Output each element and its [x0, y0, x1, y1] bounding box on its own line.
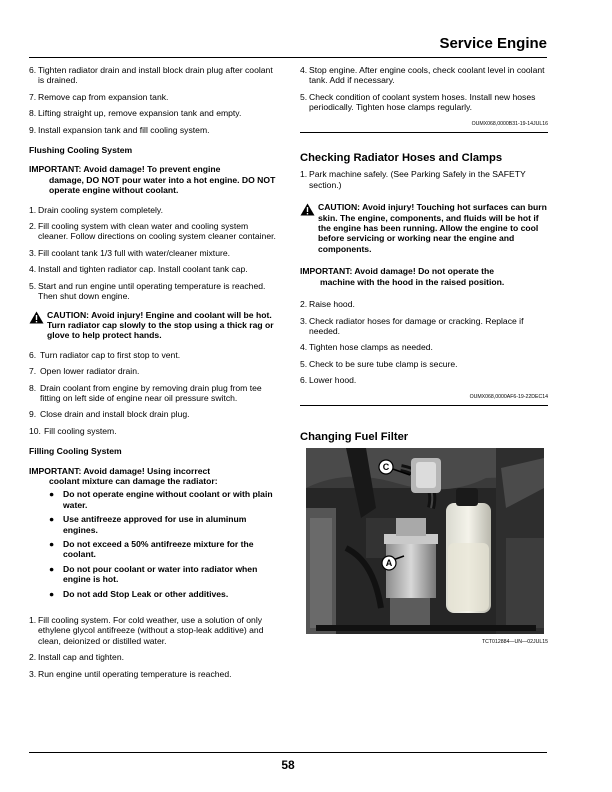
page-title: Service Engine: [439, 35, 547, 52]
list-item: 6. Lower hood.: [300, 375, 357, 386]
page-number: 58: [281, 758, 295, 772]
list-item: 6. Turn radiator cap to first stop to vent.: [29, 349, 181, 360]
steps-list-b2: [300, 299, 548, 385]
list-item: 7. Remove cap from expansion tank.: [29, 91, 169, 102]
bullet-list: [29, 489, 277, 599]
callout-label-a: A: [385, 558, 393, 569]
list-item: 2. Raise hood.: [300, 299, 355, 310]
steps-list-b1: [300, 169, 548, 190]
list-item: 8. Drain coolant from engine by removing drain plug from tee fitting on left side of engine near oil pressure switch.: [29, 382, 262, 403]
engine-illustration: [306, 448, 544, 634]
section-heading-hoses: Checking Radiator Hoses and Clamps: [300, 152, 503, 165]
reference-code: OUMX068,0000AF6-19-22DEC14: [300, 392, 548, 406]
fuel-filter-photo: [306, 448, 544, 634]
list-item: 7. Open lower radiator drain.: [29, 366, 140, 377]
caution-notice: CAUTION: Avoid injury! Engine and coolant will be hot. Turn radiator cap slowly to the stop using a thick rag or glove to help protect hands.: [29, 310, 277, 341]
list-item: 1. Drain cooling system completely.: [29, 204, 163, 215]
list-item: 5. Start and run engine until operating temperature is reached. Then shut down engine.: [29, 280, 266, 302]
list-item: 4. Tighten hose clamps as needed.: [300, 342, 433, 353]
list-item: 9. Install expansion tank and fill cooling system.: [29, 124, 210, 135]
steps-list-d: [29, 615, 277, 679]
bullet-item: ● Use antifreeze approved for use in aluminum engines.: [49, 514, 247, 535]
important-notice: IMPORTANT: Avoid damage! To prevent engine damage, DO NOT pour water into a hot engine. DO NOT operate engine without coolant.: [29, 164, 276, 196]
list-item: 4. Stop engine. After engine cools, check coolant level in coolant tank. Add if necessary.: [300, 65, 545, 86]
steps-list-b: [29, 205, 277, 302]
left-column: [29, 65, 277, 685]
important-notice: IMPORTANT: Avoid damage! Using incorrect coolant mixture can damage the radiator:: [29, 465, 218, 486]
section-heading-flushing: Flushing Cooling System: [29, 145, 133, 156]
bullet-item: ● Do not exceed a 50% antifreeze mixture for the coolant.: [49, 539, 254, 560]
warning-triangle-icon: [300, 202, 318, 254]
reference-code: OUMX068,0000B31-19-14JUL16: [300, 119, 548, 133]
page-footer: [29, 752, 547, 772]
page-header: [29, 35, 547, 58]
caution-notice: CAUTION: Avoid injury! Touching hot surfaces can burn skin. The engine, components, and fluids will be hot if the engine has been running. Allow the engine to cool before servicing or working near the engine and components.: [300, 202, 548, 254]
steps-list-a: [300, 65, 548, 113]
steps-list-c: [29, 350, 277, 436]
photo-reference-code: TCT012884—UN—02JUL15: [481, 639, 548, 646]
list-item: 1. Fill cooling system. For cold weather, use a solution of only ethylene glycol antifreeze (without a stop-leak additive) and clean, deionized or distilled water.: [29, 615, 264, 646]
list-item: 6. Tighten radiator drain and install block drain plug after coolant is drained.: [29, 65, 273, 86]
steps-list-a: [29, 65, 277, 135]
list-item: 8. Lifting straight up, remove expansion tank and empty.: [29, 108, 242, 119]
callout-label-c: C: [382, 462, 390, 473]
list-item: 5. Check condition of coolant system hoses. Install new hoses periodically. Tighten hose clamps regularly.: [300, 91, 536, 113]
important-notice: IMPORTANT: Avoid damage! Do not operate the machine with the hood in the raised position.: [300, 266, 505, 287]
list-item: 3. Run engine until operating temperature is reached.: [29, 668, 232, 679]
list-item: 5. Check to be sure tube clamp is secure.: [300, 358, 458, 369]
section-heading-filling: Filling Cooling System: [29, 446, 122, 457]
list-item: 1. Park machine safely. (See Parking Safely in the SAFETY section.): [300, 169, 526, 190]
list-item: 3. Fill coolant tank 1/3 full with water/cleaner mixture.: [29, 247, 231, 258]
section-heading-fuel-filter: Changing Fuel Filter: [300, 430, 409, 443]
list-item: 3. Check radiator hoses for damage or cracking. Replace if needed.: [300, 315, 524, 336]
list-item: 10. Fill cooling system.: [29, 425, 117, 436]
bullet-item: ● Do not operate engine without coolant or with plain water.: [49, 489, 273, 510]
bullet-item: ● Do not add Stop Leak or other additives.: [49, 588, 229, 599]
list-item: 4. Install and tighten radiator cap. Install coolant tank cap.: [29, 264, 248, 275]
list-item: 2. Fill cooling system with clean water and cooling system cleaner. Follow directions on cooling system cleaner container.: [29, 221, 276, 242]
list-item: 2. Install cap and tighten.: [29, 652, 124, 663]
right-column: [300, 65, 548, 651]
warning-triangle-icon: [29, 310, 47, 341]
list-item: 9. Close drain and install block drain plug.: [29, 409, 190, 420]
bullet-item: ● Do not pour coolant or water into radiator when engine is hot.: [49, 563, 258, 585]
